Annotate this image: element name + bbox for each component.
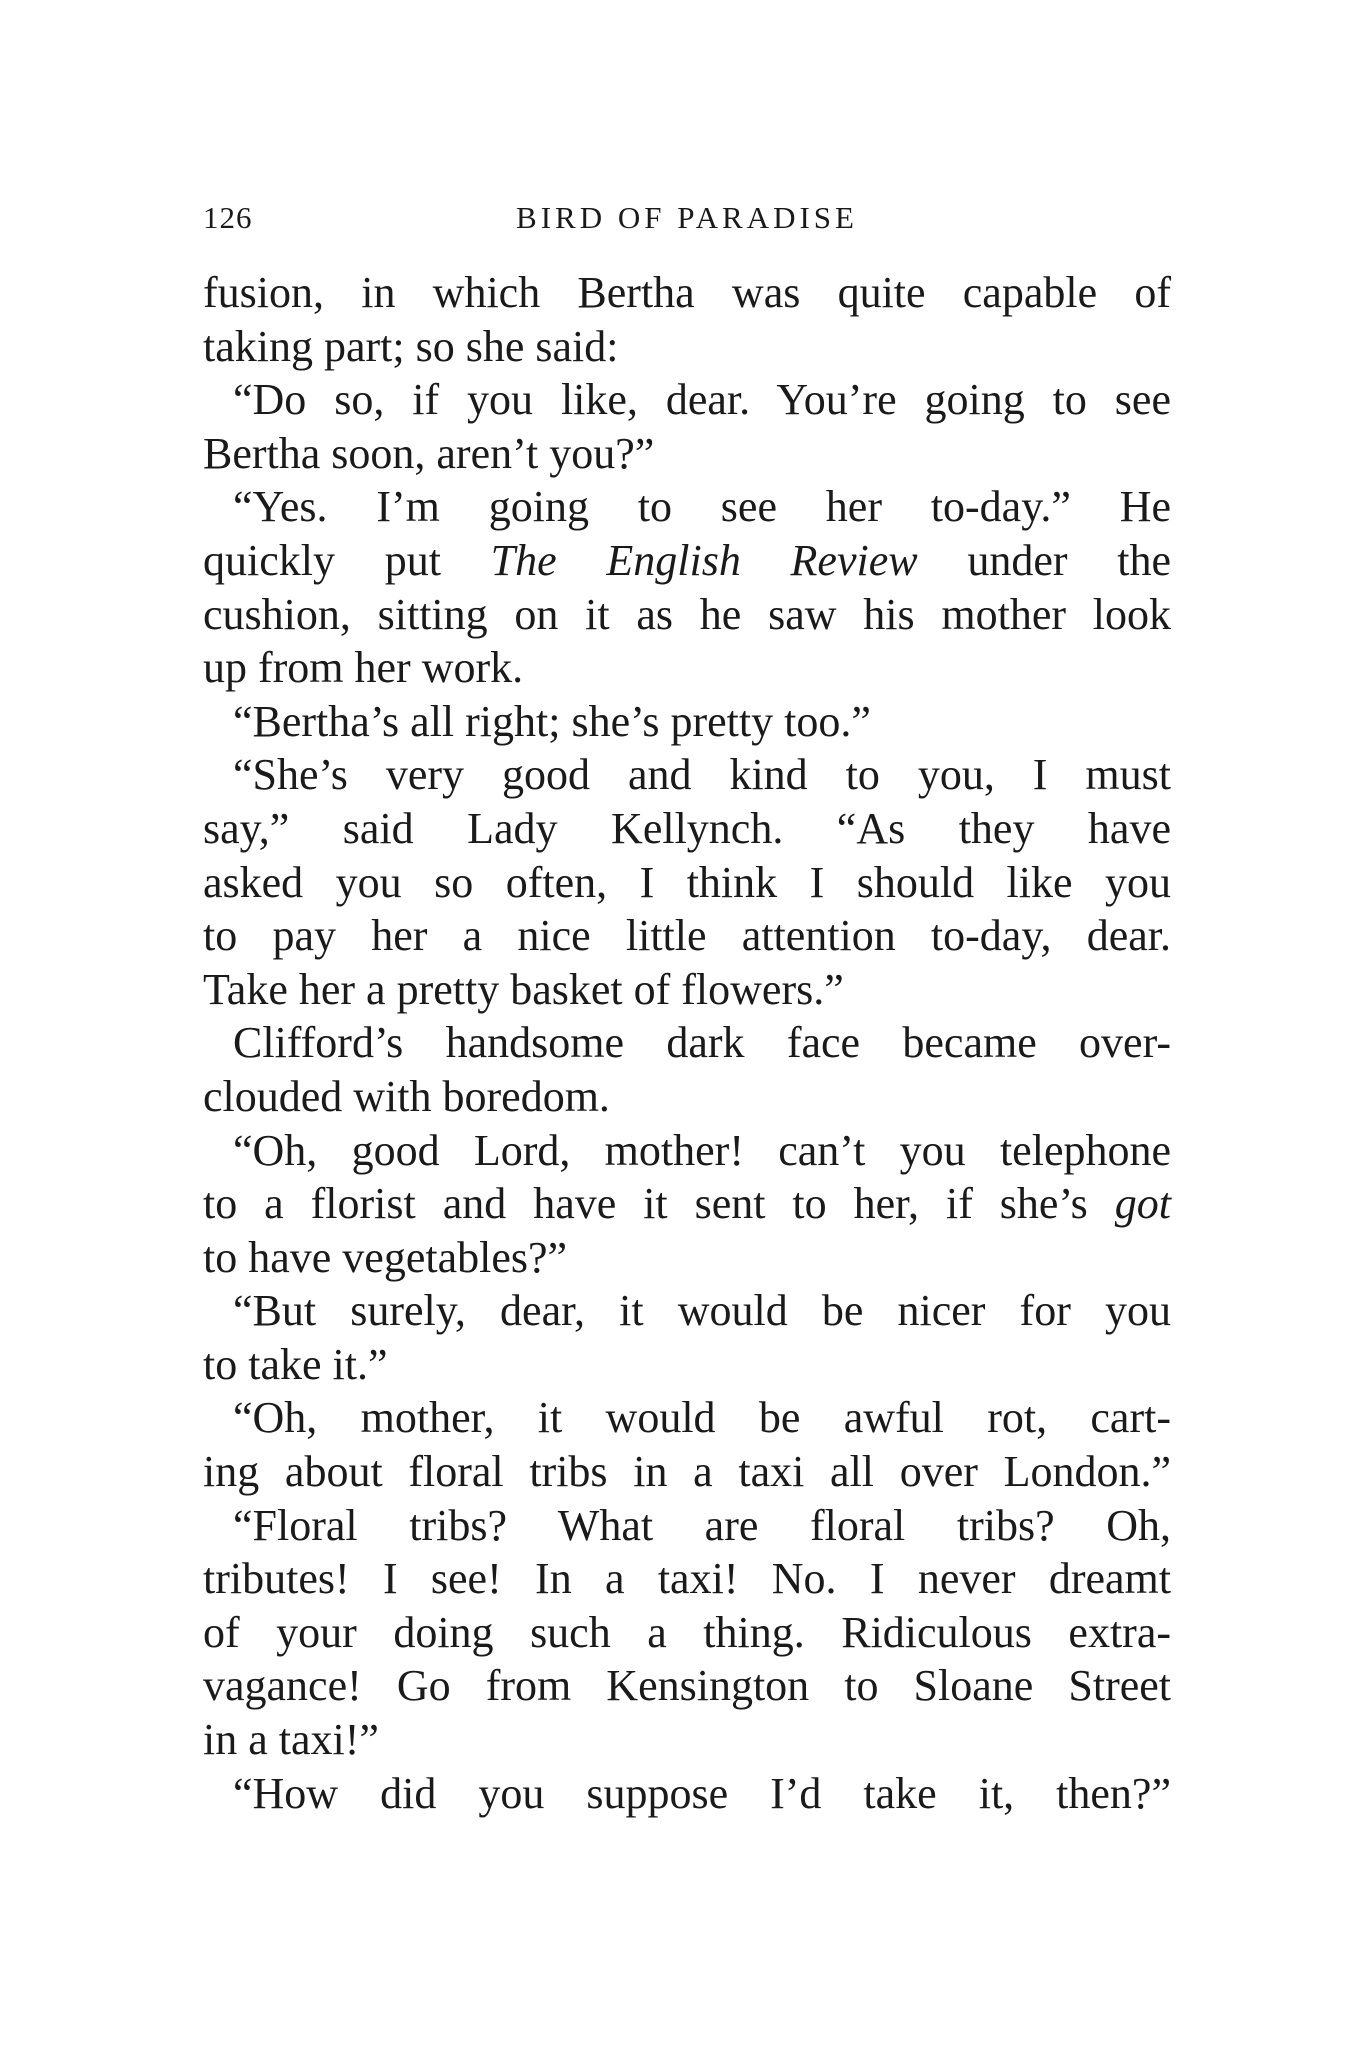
text-line: “Bertha’s all right; she’s pretty too.” (233, 696, 871, 746)
text-line: to pay her a nice little attention to-day, dear. (203, 911, 1171, 961)
text-line (203, 1177, 1171, 1231)
text-line: Bertha soon, aren’t you?” (203, 428, 655, 478)
text-line: say,” said Lady Kellynch. “As they have (203, 803, 1171, 853)
body-text (203, 266, 1171, 1820)
text-line: “Oh, mother, it would be awful rot, cart- (233, 1393, 1171, 1443)
text-line: asked you so often, I think I should like you (203, 857, 1171, 907)
text-line: cushion, sitting on it as he saw his mother look (203, 589, 1171, 639)
text-line: “Yes. I’m going to see her to-day.” He (233, 482, 1171, 532)
text-line: taking part; so she said: (203, 321, 619, 371)
text-run: under the (917, 535, 1171, 585)
text-line: “But surely, dear, it would be nicer for you (233, 1286, 1171, 1336)
text-line: up from her work. (203, 643, 524, 693)
text-line: tributes! I see! In a taxi! No. I never dreamt (203, 1554, 1171, 1604)
text-line: Clifford’s handsome dark face became over- (233, 1018, 1171, 1068)
text-line: “She’s very good and kind to you, I must (233, 750, 1171, 800)
text-line: ing about floral tribs in a taxi all over London.” (203, 1447, 1171, 1497)
text-line: “Floral tribs? What are floral tribs? Oh, (233, 1500, 1171, 1550)
text-line: Take her a pretty basket of flowers.” (203, 964, 844, 1014)
page-header (203, 200, 1171, 250)
text-line: “Oh, good Lord, mother! can’t you telephone (233, 1125, 1171, 1175)
text-line: to take it.” (203, 1339, 388, 1389)
page-number: 126 (203, 200, 253, 235)
journal-title: The English Review (490, 535, 918, 585)
text-line (203, 534, 1171, 588)
text-line: clouded with boredom. (203, 1071, 610, 1121)
text-line: fusion, in which Bertha was quite capable of (203, 268, 1171, 317)
running-title: BIRD OF PARADISE (516, 200, 858, 235)
emphasis: got (1114, 1179, 1171, 1229)
text-line: to have vegetables?” (203, 1232, 568, 1282)
text-line: “How did you suppose I’d take it, then?” (233, 1768, 1171, 1818)
text-line: in a taxi!” (203, 1715, 379, 1765)
text-run: quickly put (203, 535, 491, 585)
text-run: to a florist and have it sent to her, if she’s (203, 1179, 1115, 1229)
text-line: vagance! Go from Kensington to Sloane Street (203, 1661, 1171, 1711)
text-line: of your doing such a thing. Ridiculous extra- (203, 1607, 1171, 1657)
text-line: “Do so, if you like, dear. You’re going to see (233, 375, 1171, 425)
